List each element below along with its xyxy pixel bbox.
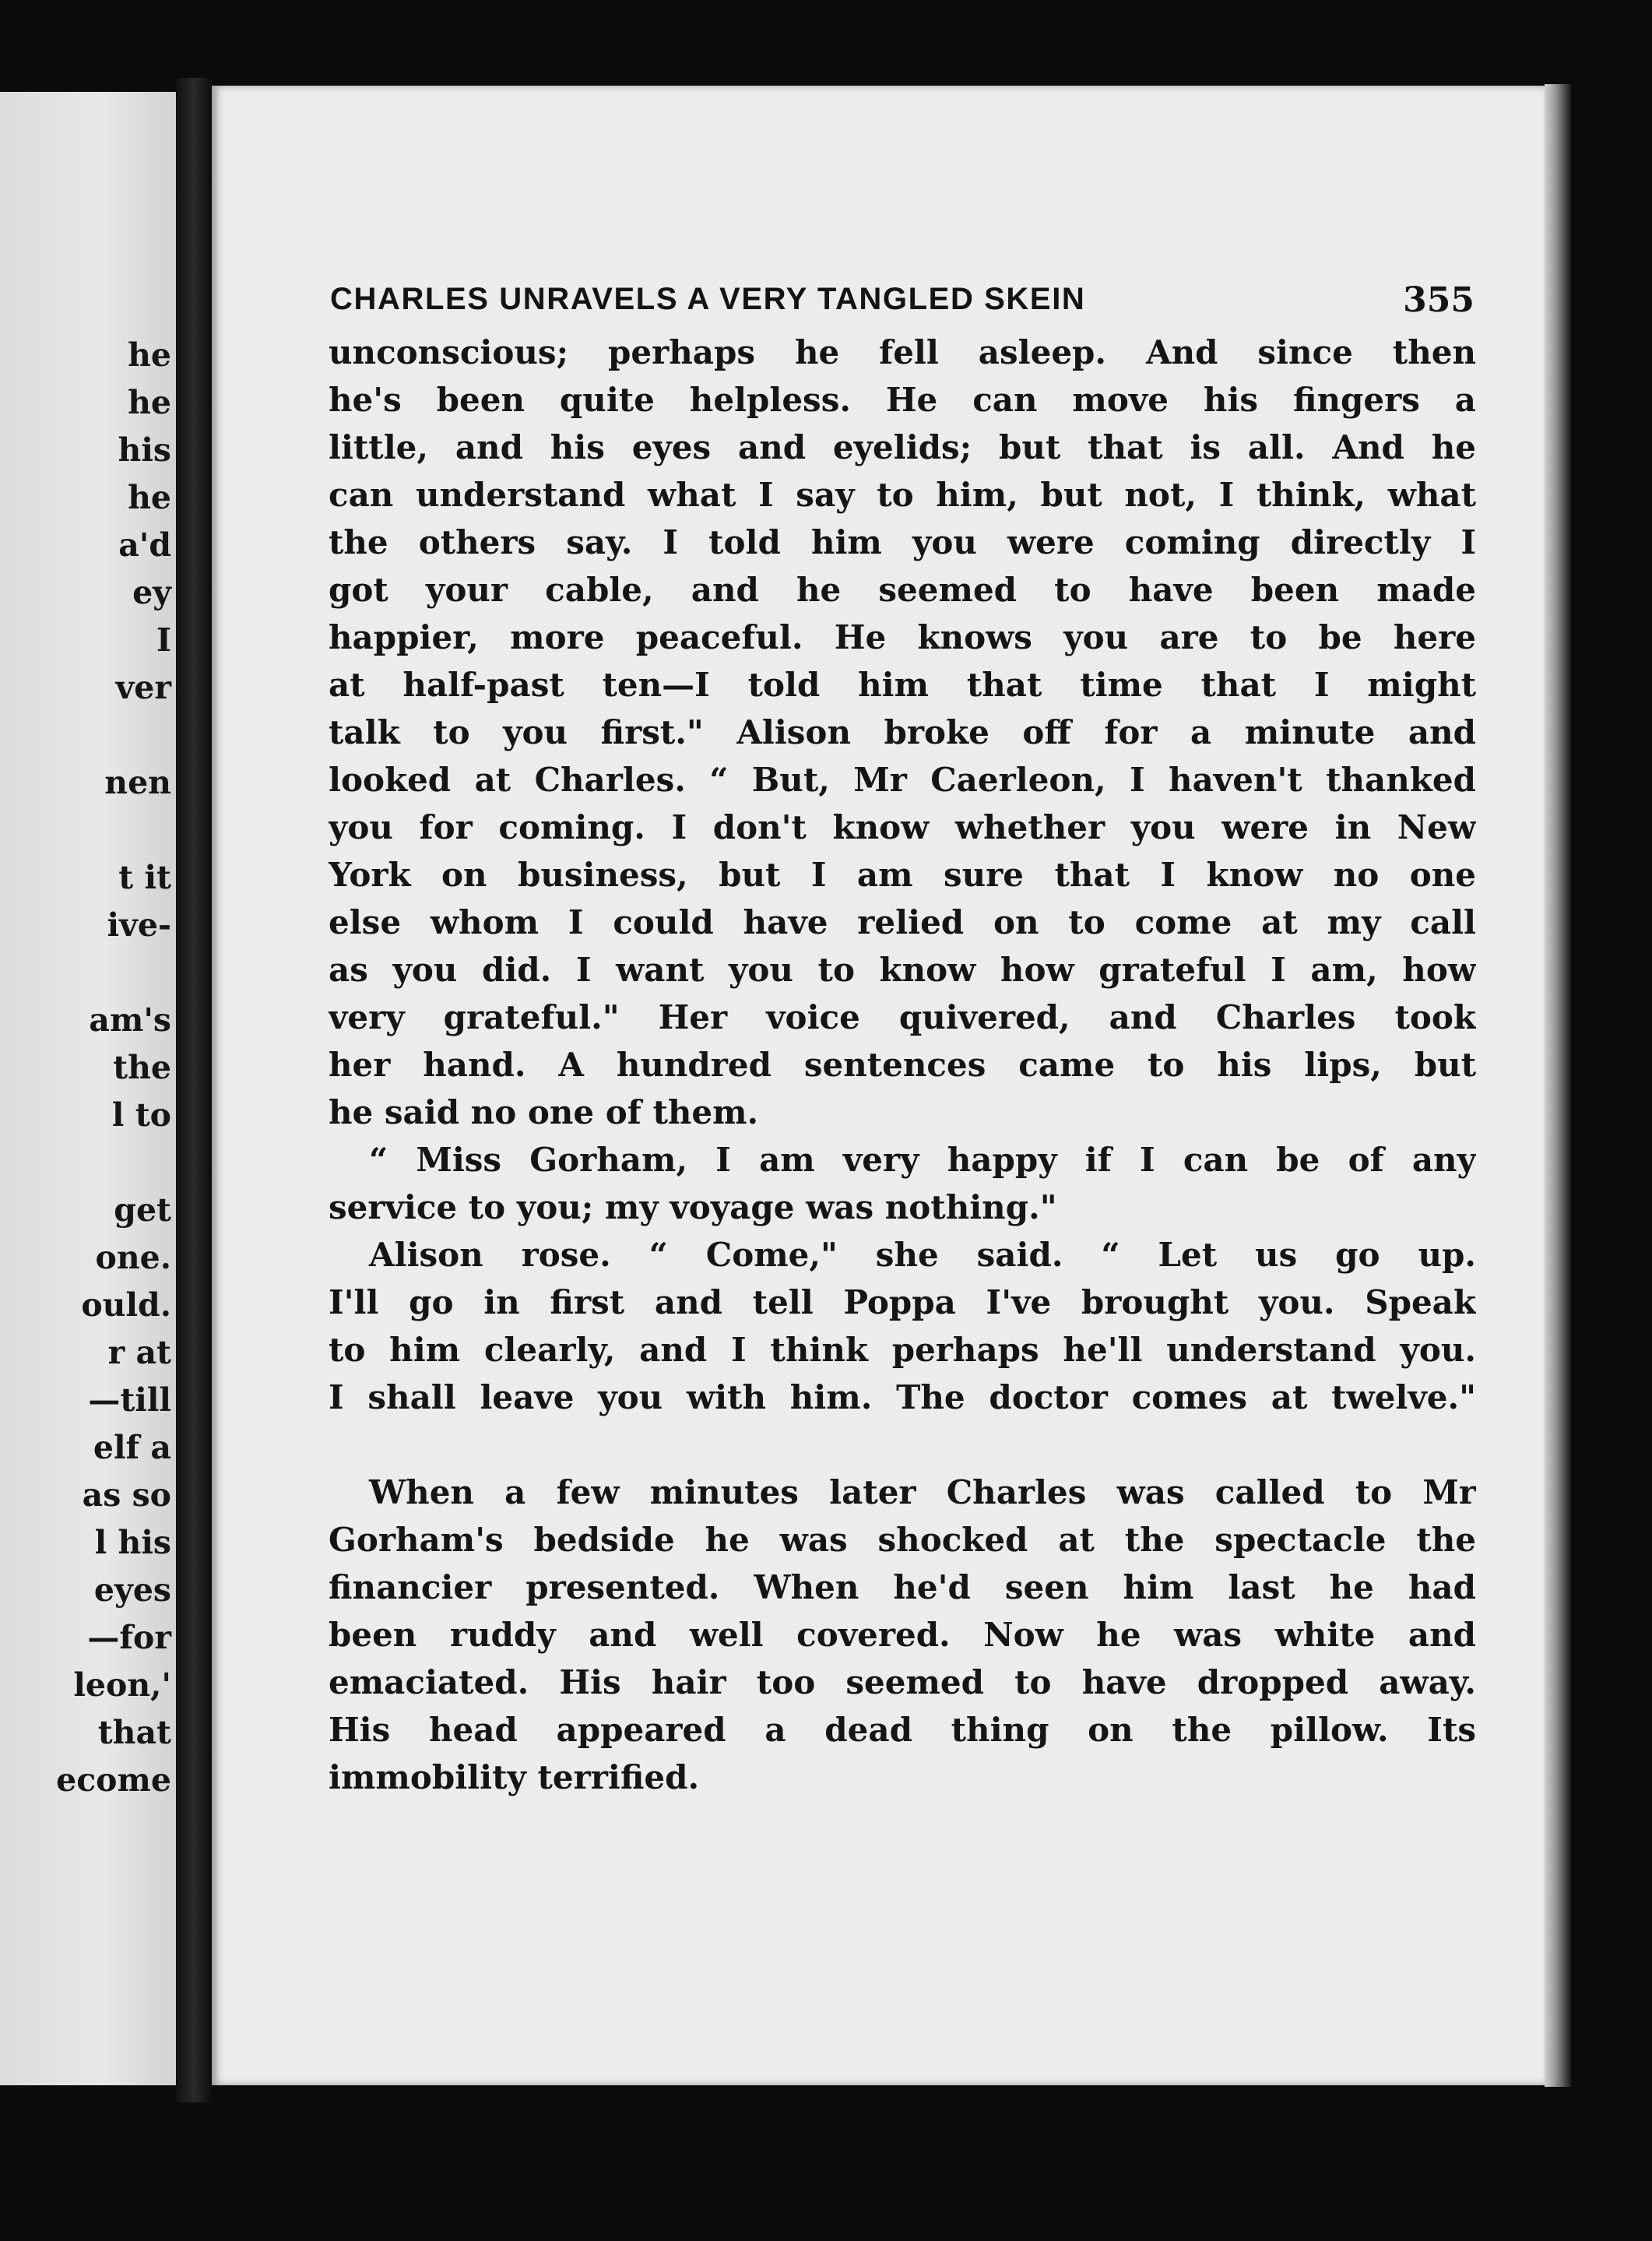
text-line: When a few minutes later Charles was called to Mr bbox=[369, 1473, 1476, 1511]
text-line: I shall leave you with him. The doctor comes at twelve." bbox=[329, 1378, 1476, 1416]
text-line: can understand what I say to him, but not, I think, what bbox=[329, 476, 1476, 514]
previous-page-fragment: leon,' bbox=[73, 1666, 171, 1704]
text-line: at half-past ten—I told him that time that I might bbox=[329, 666, 1476, 704]
previous-page-fragment: —for bbox=[87, 1619, 171, 1656]
previous-page-fragment: ecome bbox=[56, 1761, 171, 1799]
previous-page-fragment: that bbox=[97, 1714, 171, 1751]
text-line: little, and his eyes and eyelids; but that is all. And he bbox=[329, 428, 1476, 466]
text-line: Alison rose. “ Come," she said. “ Let us go up. bbox=[369, 1236, 1476, 1274]
previous-page-edge bbox=[0, 92, 176, 2085]
text-line: unconscious; perhaps he fell asleep. And since then bbox=[329, 333, 1476, 371]
text-line: Gorham's bedside he was shocked at the spectacle the bbox=[329, 1521, 1476, 1559]
text-line: service to you; my voyage was nothing." bbox=[329, 1188, 1057, 1226]
text-line: you for coming. I don't know whether you were in New bbox=[329, 808, 1476, 846]
previous-page-fragment: nen bbox=[104, 764, 171, 801]
text-line: very grateful." Her voice quivered, and Charles took bbox=[329, 998, 1476, 1036]
text-line: been ruddy and well covered. Now he was white and bbox=[329, 1616, 1476, 1654]
text-line: looked at Charles. “ But, Mr Caerleon, I haven't thanked bbox=[329, 761, 1476, 799]
chapter-title: CHARLES UNRAVELS A VERY TANGLED SKEIN bbox=[330, 282, 1086, 316]
previous-page-fragment: l his bbox=[94, 1524, 171, 1561]
previous-page-fragment: as so bbox=[82, 1476, 171, 1514]
text-line: her hand. A hundred sentences came to his lips, but bbox=[329, 1046, 1476, 1084]
previous-page-fragment: l to bbox=[111, 1096, 171, 1134]
previous-page-fragment: ould. bbox=[81, 1286, 171, 1324]
text-line: financier presented. When he'd seen him last he had bbox=[329, 1568, 1476, 1606]
previous-page-fragment: he bbox=[128, 479, 171, 516]
running-head bbox=[330, 280, 1474, 327]
text-line: I'll go in first and tell Poppa I've brought you. Speak bbox=[329, 1283, 1476, 1321]
text-line: else whom I could have relied on to come at my call bbox=[329, 903, 1476, 941]
text-line: to him clearly, and I think perhaps he'll understand you. bbox=[329, 1331, 1476, 1369]
previous-page-fragment: ver bbox=[115, 669, 171, 706]
previous-page-fragment: eyes bbox=[93, 1571, 171, 1609]
paragraph-break bbox=[329, 1421, 1476, 1469]
previous-page-fragment: his bbox=[118, 431, 171, 469]
text-line: he's been quite helpless. He can move his fingers a bbox=[329, 381, 1476, 419]
text-line: His head appeared a dead thing on the pillow. Its bbox=[329, 1711, 1476, 1749]
text-line: the others say. I told him you were coming directly I bbox=[329, 523, 1476, 561]
text-line: “ Miss Gorham, I am very happy if I can be of any bbox=[369, 1141, 1476, 1179]
page-number: 355 bbox=[1403, 280, 1474, 320]
previous-page-fragment: —till bbox=[88, 1381, 171, 1419]
book-gutter bbox=[176, 78, 212, 2102]
body-text bbox=[329, 329, 1476, 1801]
previous-page-fragment: the bbox=[113, 1049, 171, 1086]
text-line: as you did. I want you to know how grateful I am, how bbox=[329, 951, 1476, 989]
text-line: immobility terrified. bbox=[329, 1758, 700, 1796]
text-line: he said no one of them. bbox=[329, 1093, 759, 1131]
page-edge-shadow bbox=[1545, 84, 1571, 2087]
previous-page-fragment: am's bbox=[89, 1001, 171, 1039]
previous-page-fragment: r at bbox=[107, 1334, 171, 1371]
previous-page-fragment: get bbox=[114, 1191, 171, 1229]
text-line: emaciated. His hair too seemed to have dropped away. bbox=[329, 1663, 1476, 1701]
previous-page-fragment: he bbox=[128, 384, 171, 421]
previous-page-fragment: one. bbox=[95, 1239, 171, 1276]
previous-page-fragment: a'd bbox=[118, 526, 171, 564]
text-line: got your cable, and he seemed to have been made bbox=[329, 571, 1476, 609]
previous-page-fragment: t it bbox=[118, 859, 171, 896]
previous-page-fragment: I bbox=[156, 621, 171, 659]
text-line: happier, more peaceful. He knows you are to be here bbox=[329, 618, 1476, 656]
previous-page-fragment: elf a bbox=[93, 1429, 171, 1466]
text-line: York on business, but I am sure that I know no one bbox=[329, 856, 1476, 894]
previous-page-fragment: ey bbox=[132, 574, 171, 611]
previous-page-fragment: ive- bbox=[107, 906, 171, 944]
book-page bbox=[212, 86, 1545, 2085]
text-line: talk to you first." Alison broke off for a minute and bbox=[329, 713, 1476, 751]
previous-page-fragment: he bbox=[128, 336, 171, 374]
